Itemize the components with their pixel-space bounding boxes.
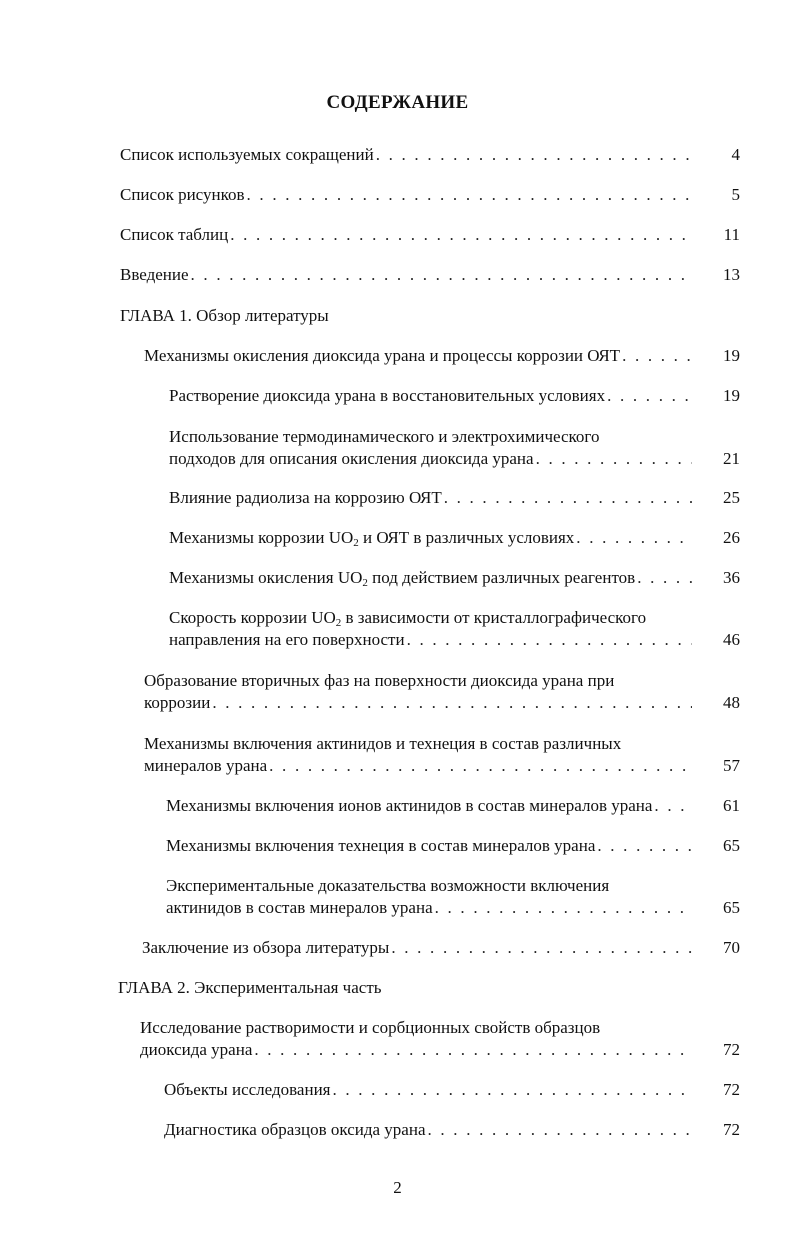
toc-entry-page: 61 xyxy=(723,796,740,815)
leader-dots xyxy=(269,755,692,777)
toc-entry[interactable] xyxy=(142,937,740,959)
toc-entry-page: 57 xyxy=(723,756,740,775)
toc-chapter-heading[interactable] xyxy=(120,305,740,327)
leader-dots xyxy=(597,835,692,857)
leader-dots xyxy=(376,144,692,166)
toc-entry-page: 5 xyxy=(731,185,740,204)
leader-dots xyxy=(435,897,692,919)
toc-entry[interactable] xyxy=(144,733,740,777)
toc-entry[interactable] xyxy=(164,1119,740,1141)
toc-entry-text: Список используемых сокращений xyxy=(120,145,374,164)
toc-entry[interactable] xyxy=(120,144,740,166)
toc-entry-text: Растворение диоксида урана в восстановительных условиях xyxy=(169,386,606,405)
toc-entry-page: 72 xyxy=(723,1080,740,1099)
toc-entry-text-line1: Исследование растворимости и сорбционных свойств образцов xyxy=(140,1018,601,1037)
toc-entry[interactable] xyxy=(169,385,740,407)
toc-entry-text-line2: минералов урана xyxy=(144,756,268,775)
toc-entry-text: Объекты исследования xyxy=(164,1080,331,1099)
toc-entry-text: Список таблиц xyxy=(120,225,229,244)
toc-entry[interactable] xyxy=(166,875,740,919)
toc-entry-text: Введение xyxy=(120,265,189,284)
toc-entry-page: 36 xyxy=(723,568,740,587)
leader-dots xyxy=(247,184,692,206)
leader-dots xyxy=(536,448,692,470)
toc-entry[interactable] xyxy=(120,224,740,246)
leader-dots xyxy=(428,1119,693,1141)
toc-entry-text: Влияние радиолиза на коррозию ОЯТ xyxy=(169,488,442,507)
toc-entry[interactable] xyxy=(169,607,740,651)
leader-dots xyxy=(607,385,692,407)
leader-dots xyxy=(230,224,692,246)
toc-entry-text: Заключение из обзора литературы xyxy=(142,938,390,957)
leader-dots xyxy=(622,345,692,367)
leader-dots xyxy=(654,795,692,817)
toc-entry-text: Механизмы включения технеция в состав минералов урана xyxy=(166,836,596,855)
toc-entry-text-line2: актинидов в состав минералов урана xyxy=(166,898,433,917)
toc-entry-page: 11 xyxy=(723,225,740,244)
toc-entry-page: 4 xyxy=(731,145,740,164)
toc-entry[interactable] xyxy=(164,1079,740,1101)
toc-entry[interactable] xyxy=(169,426,740,470)
toc-entry[interactable] xyxy=(140,1017,740,1061)
toc-entry[interactable] xyxy=(144,670,740,714)
toc-entry[interactable] xyxy=(120,184,740,206)
toc-entry-text-line1: Скорость коррозии $UO_2$ в зависимости от кристаллографического xyxy=(169,608,647,629)
leader-dots xyxy=(254,1039,692,1061)
toc-entry-text: Список рисунков xyxy=(120,185,245,204)
toc-entry-text-line2: направления на его поверхности xyxy=(169,630,405,649)
toc-entry-text-line1: Механизмы включения актинидов и технеция в состав различных xyxy=(144,734,622,753)
toc-entry-text-line2: коррозии xyxy=(144,693,211,712)
toc-entry-text-line1: Использование термодинамического и электрохимического xyxy=(169,427,600,446)
toc-entry-text: Механизмы окисления диоксида урана и процессы коррозии ОЯТ xyxy=(144,346,621,365)
toc-entry-text: Механизмы окисления $UO_2$ под действием различных реагентов xyxy=(169,568,636,589)
toc-entry-page: 13 xyxy=(723,265,740,284)
leader-dots xyxy=(444,487,692,509)
leader-dots xyxy=(212,692,692,714)
toc-entry-page: 21 xyxy=(723,449,740,468)
toc-entry-text-line2: диоксида урана xyxy=(140,1040,253,1059)
toc-chapter-heading[interactable] xyxy=(118,977,740,999)
leader-dots xyxy=(391,937,692,959)
toc-entry-page: 72 xyxy=(723,1040,740,1059)
toc-entry[interactable] xyxy=(169,527,740,549)
toc-entry[interactable] xyxy=(166,795,740,817)
toc-entry-text-line2: подходов для описания окисления диоксида урана xyxy=(169,449,534,468)
leader-dots xyxy=(332,1079,692,1101)
toc-entry-text: ГЛАВА 2. Экспериментальная часть xyxy=(118,978,382,997)
toc-entry-page: 72 xyxy=(723,1120,740,1139)
toc-entry-page: 19 xyxy=(723,386,740,405)
toc-entry-text-line1: Экспериментальные доказательства возможности включения xyxy=(166,876,610,895)
toc-entry-page: 65 xyxy=(723,898,740,917)
toc-entry[interactable] xyxy=(166,835,740,857)
leader-dots xyxy=(637,567,692,589)
toc-entry-text: Диагностика образцов оксида урана xyxy=(164,1120,426,1139)
toc-entry[interactable] xyxy=(120,264,740,286)
toc-entry-page: 19 xyxy=(723,346,740,365)
leader-dots xyxy=(191,264,692,286)
page-number: 2 xyxy=(393,1178,402,1197)
toc-entry-text-line1: Образование вторичных фаз на поверхности диоксида урана при xyxy=(144,671,615,690)
toc-entry-page: 70 xyxy=(723,938,740,957)
toc-entry-page: 65 xyxy=(723,836,740,855)
toc-entry-page: 26 xyxy=(723,528,740,547)
toc-entry-page: 48 xyxy=(723,693,740,712)
toc-entry[interactable] xyxy=(169,487,740,509)
toc-entry[interactable] xyxy=(144,345,740,367)
leader-dots xyxy=(407,629,692,651)
toc-entry-text: Механизмы коррозии $UO_2$ и ОЯТ в различных условиях xyxy=(169,528,575,549)
leader-dots xyxy=(576,527,692,549)
toc-entry-text: ГЛАВА 1. Обзор литературы xyxy=(120,306,329,325)
toc-entry-page: 46 xyxy=(723,630,740,649)
toc-title: СОДЕРЖАНИЕ xyxy=(326,92,469,113)
toc-entry[interactable] xyxy=(169,567,740,589)
toc-entry-page: 25 xyxy=(723,488,740,507)
toc-entry-text: Механизмы включения ионов актинидов в состав минералов урана xyxy=(166,796,653,815)
